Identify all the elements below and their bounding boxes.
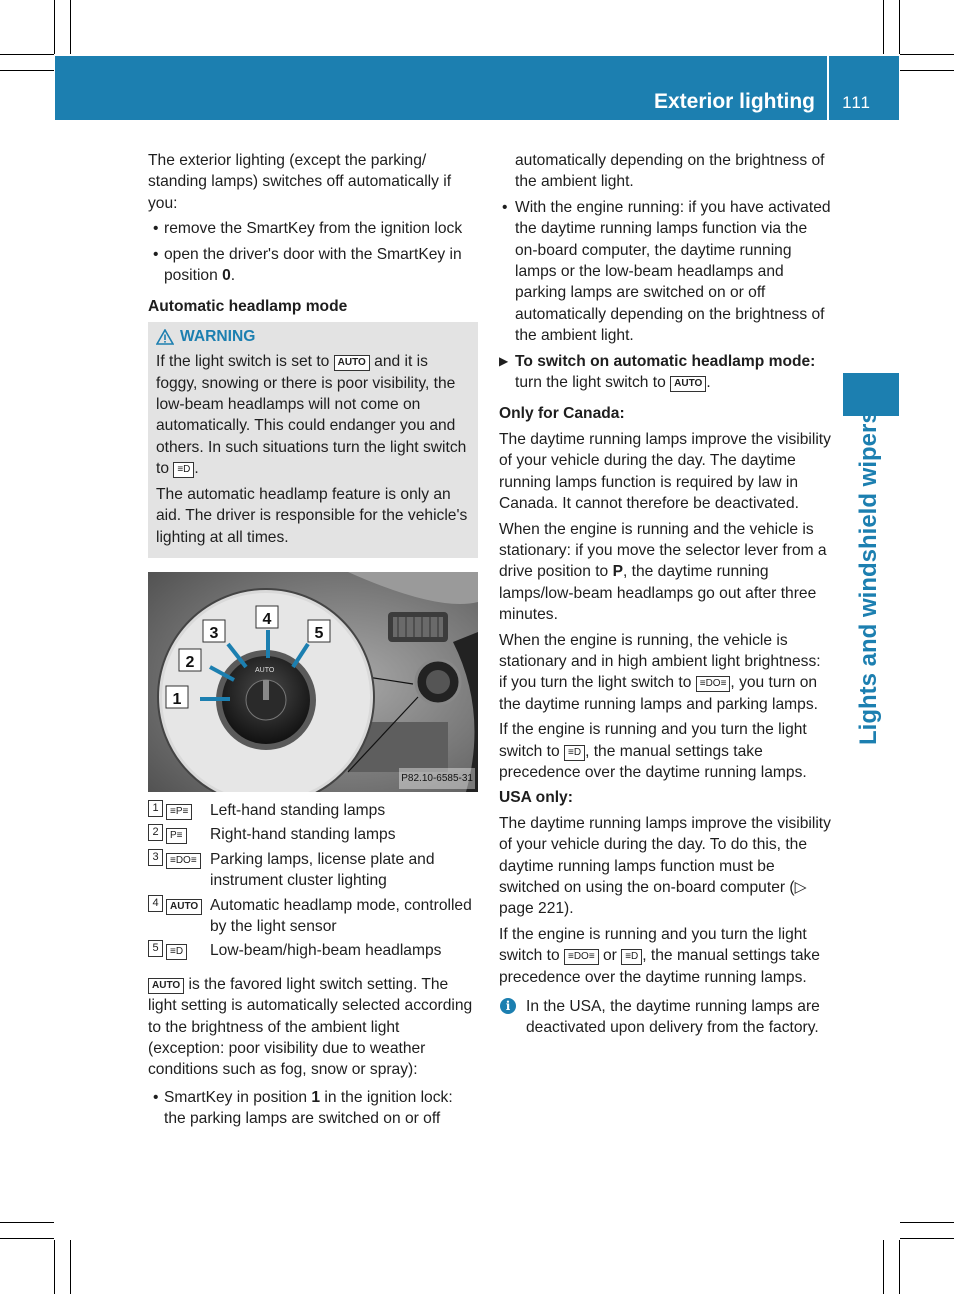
section-heading: USA only: bbox=[499, 789, 573, 807]
right-column bbox=[499, 150, 831, 1039]
list-item: • open the driver's door with the SmartKey in position 0. bbox=[153, 245, 462, 285]
crop-mark bbox=[883, 0, 884, 54]
section-heading: Only for Canada: bbox=[499, 405, 625, 423]
crop-mark bbox=[54, 1240, 55, 1294]
continued-text: automatically depending on the brightness of the ambient light. bbox=[515, 152, 825, 191]
callout-4: 4 bbox=[262, 610, 272, 628]
chapter-title: Lights and windshield wipers bbox=[855, 410, 882, 745]
low-beam-icon: ≡D bbox=[173, 462, 194, 478]
info-icon: i bbox=[500, 998, 516, 1014]
left-column bbox=[148, 150, 478, 1134]
legend-item: 2 P≡ Right-hand standing lamps bbox=[148, 824, 478, 845]
list-item: • SmartKey in position 1 in the ignition lock: the parking lamps are switched on or off bbox=[153, 1088, 453, 1128]
bullet-icon: • bbox=[502, 198, 508, 216]
crop-mark bbox=[0, 1238, 54, 1239]
light-switch-figure bbox=[148, 572, 478, 792]
bullet-icon: • bbox=[153, 1088, 159, 1106]
warning-text: The automatic headlamp feature is only an aid. The driver is responsible for the vehicle's lighting at all times. bbox=[156, 485, 468, 546]
crop-mark bbox=[883, 1240, 884, 1294]
knob-auto-label: AUTO bbox=[255, 666, 275, 674]
paragraph: If the engine is running and you turn the light switch to ≡DO≡ or ≡D , the manual settings take precedence over the daytime running lamps. bbox=[499, 925, 820, 986]
crop-mark bbox=[70, 1240, 71, 1294]
low-beam-icon: ≡D bbox=[166, 944, 187, 960]
legend-number: 5 bbox=[148, 940, 163, 957]
auto-icon: AUTO bbox=[670, 376, 706, 392]
section-title: Exterior lighting bbox=[653, 90, 815, 113]
callout-5: 5 bbox=[314, 624, 324, 642]
crop-mark bbox=[54, 0, 55, 54]
figure-code: P82.10-6585-31 bbox=[399, 768, 475, 789]
warning-text: If the light switch is set to AUTO and it is foggy, snowing or there is poor visibility, the low-beam headlamps will not come on automatically. This could endanger you and others. In such situations turn the light switch to ≡D . bbox=[156, 353, 467, 478]
paragraph: If the engine is running and you turn the light switch to ≡D , the manual settings take precedence over the daytime running lamps. bbox=[499, 721, 807, 781]
header-divider bbox=[827, 56, 829, 120]
warning-triangle-icon bbox=[156, 329, 174, 345]
left-standing-lamp-icon: ≡P≡ bbox=[166, 804, 192, 820]
step-arrow-icon: ▶ bbox=[499, 353, 509, 368]
list-item: • remove the SmartKey from the ignition lock bbox=[148, 218, 478, 239]
bullet-icon: • bbox=[153, 220, 159, 238]
auto-icon: AUTO bbox=[148, 978, 184, 994]
paragraph: The daytime running lamps improve the visibility of your vehicle during the day. To do this, the daytime running lamps function must be switched on using the on-board computer (▷ page 221). bbox=[499, 814, 831, 918]
section-heading: Automatic headlamp mode bbox=[148, 298, 348, 316]
crop-mark bbox=[899, 1240, 900, 1294]
paragraph: When the engine is running, the vehicle is stationary and in high ambient light brightness: if you turn the light switch to ≡DO≡ , you turn on the daytime running lamps and parking lamps. bbox=[499, 631, 821, 713]
warning-box bbox=[148, 322, 478, 558]
crop-mark bbox=[900, 1222, 954, 1223]
parking-lamp-icon: ≡DO≡ bbox=[564, 949, 599, 965]
callout-1: 1 bbox=[172, 690, 182, 708]
light-switch-illustration bbox=[148, 572, 478, 792]
legend-item: 4 AUTO Automatic headlamp mode, controlled by the light sensor bbox=[148, 895, 478, 938]
low-beam-icon: ≡D bbox=[621, 949, 642, 965]
header-bar bbox=[55, 56, 899, 120]
crop-mark bbox=[900, 1238, 954, 1239]
paragraph: When the engine is running and the vehicle is stationary: if you move the selector lever from a drive position to P, the daytime running lamps/low-beam headlamps go out after three minutes. bbox=[499, 520, 827, 624]
parking-lamp-icon: ≡DO≡ bbox=[696, 676, 731, 692]
auto-icon: AUTO bbox=[334, 355, 370, 371]
crop-mark bbox=[900, 70, 954, 71]
list-item: • With the engine running: if you have activated the daytime running lamps function via the on-board computer, the daytime running lamps or the low-beam headlamps and parking lamps are switched on or off automatically depending on the brightness of the ambient light. bbox=[502, 198, 831, 345]
low-beam-icon: ≡D bbox=[564, 745, 585, 761]
auto-paragraph: AUTO is the favored light switch setting. The light setting is automatically selected according to the brightness of the ambient light (exception: poor visibility due to weather conditions such as fog, snow or spray): bbox=[148, 975, 473, 1079]
callout-3: 3 bbox=[209, 624, 219, 642]
crop-mark bbox=[899, 0, 900, 54]
warning-title: WARNING bbox=[156, 326, 470, 347]
instruction-step: ▶ To switch on automatic headlamp mode: turn the light switch to AUTO . bbox=[499, 352, 816, 392]
info-note: i In the USA, the daytime running lamps are deactivated upon delivery from the factory. bbox=[499, 996, 831, 1039]
auto-icon: AUTO bbox=[166, 899, 202, 915]
paragraph: The daytime running lamps improve the visibility of your vehicle during the day. The daytime running lamps function is required by law in Canada. It cannot therefore be deactivated. bbox=[499, 430, 831, 513]
parking-lamp-icon: ≡DO≡ bbox=[166, 853, 201, 869]
crop-mark bbox=[0, 1222, 54, 1223]
crop-mark bbox=[70, 0, 71, 54]
crop-mark bbox=[0, 54, 54, 55]
legend-number: 2 bbox=[148, 824, 163, 841]
legend-item: 5 ≡D Low-beam/high-beam headlamps bbox=[148, 940, 478, 961]
legend-item: 3 ≡DO≡ Parking lamps, license plate and instrument cluster lighting bbox=[148, 849, 478, 892]
right-standing-lamp-icon: P≡ bbox=[166, 828, 187, 844]
legend-number: 1 bbox=[148, 800, 163, 817]
crop-mark bbox=[900, 54, 954, 55]
legend-number: 3 bbox=[148, 849, 163, 866]
legend-number: 4 bbox=[148, 895, 163, 912]
intro-paragraph: The exterior lighting (except the parking/ standing lamps) switches off automatically if you: bbox=[148, 152, 452, 212]
callout-2: 2 bbox=[185, 653, 195, 671]
crop-mark bbox=[0, 70, 54, 71]
page-number: 111 bbox=[842, 93, 871, 112]
bullet-icon: • bbox=[153, 245, 159, 263]
legend-item: 1 ≡P≡ Left-hand standing lamps bbox=[148, 800, 478, 821]
